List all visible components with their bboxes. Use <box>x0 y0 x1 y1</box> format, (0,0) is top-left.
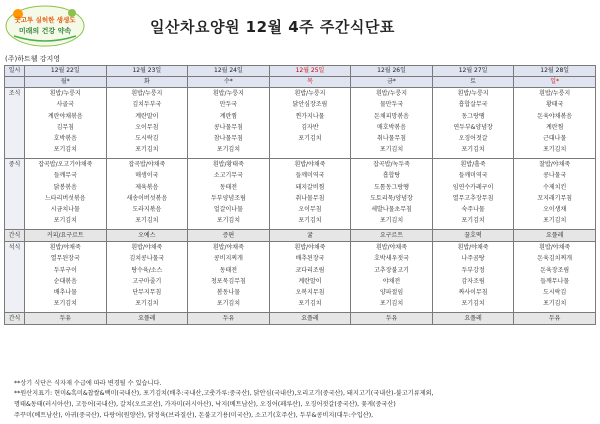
lunch-day-cell <box>106 159 188 230</box>
snack-item: 요플레 <box>514 230 596 242</box>
menu-item: 잡곡밥/녹두죽 <box>373 161 410 168</box>
menu-item: 만두국 <box>219 101 238 109</box>
menu-item: 포기김치 <box>298 217 322 225</box>
kitchen-logo <box>4 2 86 48</box>
origin-line-2: 명태&동태(러시아산), 고등어(국내산), 갈치(오르코산), 가자미(러시아산), 낙지(베트남산), 오징어(페루산), 오징어젓갈(중국산), 꽃게(중국산) <box>14 401 396 408</box>
menu-item: 오징어젓갈 <box>458 135 488 143</box>
logo-line1: 굿고투 실허한 생생도 <box>14 16 76 24</box>
menu-item: 계란찜 <box>545 123 564 131</box>
menu-item: 근대나물 <box>543 135 567 143</box>
menu-item: 포기김치 <box>543 217 567 225</box>
breakfast-day-cell <box>269 88 351 159</box>
menu-item: 돈채피망볶음 <box>374 112 409 120</box>
menu-item: 고추장불고기 <box>374 266 409 274</box>
menu-item: 배추나물 <box>53 289 77 297</box>
menu-item: 코다리조림 <box>295 266 325 274</box>
weekday-row <box>5 77 596 88</box>
menu-item: 포기김치 <box>298 135 322 143</box>
snack-item: 요플레 <box>269 313 351 325</box>
dinner-row <box>5 242 596 313</box>
menu-item: 김치콩나물국 <box>129 255 165 263</box>
breakfast-day-cell <box>106 88 188 159</box>
breakfast-row <box>5 88 596 159</box>
snack-item: 요구르트 <box>351 230 433 242</box>
date-header-row <box>5 66 596 77</box>
dinner-day-cell <box>351 242 433 313</box>
menu-item: 세발나물초무침 <box>371 206 412 214</box>
date-cell: 12월 24일 <box>188 66 270 77</box>
menu-item: 흰밥/야채죽 <box>49 244 81 251</box>
snack-item: 증편 <box>188 230 270 242</box>
menu-item <box>270 144 351 155</box>
snack-item: 꿀호떡 <box>432 230 514 242</box>
weekday-cell: 목 <box>269 77 351 88</box>
menu-item: 닭봉볶음 <box>53 183 77 191</box>
menu-item: 흰밥/누룽지 <box>49 90 81 97</box>
lunch-day-cell <box>351 159 433 230</box>
menu-item: 포기김치 <box>379 217 404 225</box>
origin-line-1: **원산지표기: 현미&흑미&찹쌀&백미(국내산), 포기김치(배추:국내산,고춧가루:중국산), 닭안심(국내산),오리고기(중국산), 돼지고기(국내산)-불고기류제외, <box>14 390 434 397</box>
menu-item: 두부강정 <box>461 266 485 274</box>
menu-item: 오복지무침 <box>295 289 325 297</box>
menu-item: 수제치킨 <box>543 183 567 191</box>
menu-item: 계란찜 <box>219 112 238 120</box>
menu-item: 돈육김치찌개 <box>537 255 573 263</box>
weekday-cell: 토 <box>432 77 514 88</box>
company-label: (주)하트웰 강지영 <box>5 55 61 63</box>
menu-item: 포기김치 <box>461 146 485 154</box>
menu-item: 흰밥/야채죽 <box>539 244 571 251</box>
menu-item: 새송이버섯볶음 <box>126 194 168 202</box>
snack-item: 두유 <box>188 313 270 325</box>
lunch-row <box>5 159 596 230</box>
menu-item: 흰밥/흘죽 <box>460 161 486 168</box>
menu-item: 느타리버섯볶음 <box>44 194 86 202</box>
menu-item: 열무된장국 <box>50 255 80 263</box>
menu-item: 물만두국 <box>379 101 404 109</box>
menu-item: 김치두부국 <box>132 101 162 109</box>
menu-item: 포기김치 <box>543 300 567 308</box>
lunch-day-cell <box>25 159 107 230</box>
menu-item: 호박새우젓국 <box>374 255 409 263</box>
menu-item: 취나물무침 <box>295 194 325 202</box>
snack-item: 귤 <box>269 230 351 242</box>
menu-item: 흡합살무국 <box>458 101 488 109</box>
menu-item: 흡합탕 <box>382 172 401 180</box>
menu-item: 흰밥/누룽지 <box>539 90 571 97</box>
menu-item: 들깨무국 <box>53 172 77 180</box>
origin-line-3: 주꾸미(베트남산), 아귀(중국산), 다랑어(원양산), 닭정육(브라질산), 돈불고기용(미국산), 소고기(호주산), 두부&콩비지(대두:수입산), <box>14 412 374 419</box>
breakfast-day-cell <box>188 88 270 159</box>
date-cell: 12월 22일 <box>25 66 107 77</box>
dinner-label: 석식 <box>5 242 25 313</box>
menu-item: 흰밥/야채죽 <box>376 244 408 251</box>
breakfast-day-cell <box>514 88 596 159</box>
date-cell: 12월 25일 <box>269 66 351 77</box>
lunch-day-cell <box>432 159 514 230</box>
dinner-day-cell <box>25 242 107 313</box>
breakfast-day-cell <box>25 88 107 159</box>
lunch-day-cell <box>269 159 351 230</box>
weekday-corner <box>5 77 25 88</box>
menu-item: 닭안심장조림 <box>292 101 328 109</box>
snack2-label: 간식 <box>5 313 25 325</box>
menu-item: 잡곡밥/야채죽 <box>128 161 166 168</box>
menu-item: 흰밥/야채죽 <box>212 244 244 251</box>
dinner-day-cell <box>106 242 188 313</box>
menu-item: 연두부&양념장 <box>453 123 493 131</box>
notice-change: **상기 식단은 식자재 수급에 따라 변경될 수 있습니다. <box>14 380 162 387</box>
snack1-label: 간식 <box>5 230 25 242</box>
menu-item: 포기김치 <box>53 300 77 308</box>
menu-item: 콩비지찌개 <box>213 255 243 263</box>
weekday-cell: 금* <box>351 77 433 88</box>
menu-item: 배추된장국 <box>295 255 325 263</box>
menu-item: 도톰동그랑땡 <box>374 183 409 191</box>
menu-item: 호박볶음 <box>53 135 77 143</box>
menu-item: 나주곰탕 <box>461 255 485 263</box>
menu-item: 콩나물국 <box>543 172 567 180</box>
menu-item: 포기김치 <box>461 300 485 308</box>
menu-item: 찰밥/야채죽 <box>539 161 571 168</box>
menu-item: 포기김치 <box>135 217 159 225</box>
menu-item: 돈육야채볶음 <box>537 112 573 120</box>
menu-item: 도라지볶음 <box>132 206 162 214</box>
menu-item: 포기김치 <box>379 146 404 154</box>
menu-item: 포기김치 <box>216 217 240 225</box>
menu-item: 흰밥/누룽지 <box>212 90 244 97</box>
menu-item: 흰밥/야채죽 <box>294 244 326 251</box>
dinner-day-cell <box>188 242 270 313</box>
menu-item: 도시락김 <box>135 135 159 143</box>
menu-item: 취나물무침 <box>377 135 407 143</box>
snack-item: 오예스 <box>106 230 188 242</box>
menu-item: 양파절임 <box>379 289 404 297</box>
menu-item: 임연수카레구이 <box>452 183 494 191</box>
menu-item: 두부양념조림 <box>211 194 246 202</box>
menu-item: 김자반 <box>301 123 319 131</box>
menu-item: 오이생채 <box>543 206 567 214</box>
menu-item: 포기김치 <box>461 217 485 225</box>
date-cell: 12월 28일 <box>514 66 596 77</box>
menu-item: 포기김치 <box>135 146 159 154</box>
snack-item: 두유 <box>514 313 596 325</box>
menu-item: 흰밥/야채죽 <box>457 244 489 251</box>
menu-item: 포기김치 <box>135 300 159 308</box>
menu-item: 포기김치 <box>216 300 240 308</box>
menu-item: 들깨무나물 <box>540 277 570 285</box>
menu-item: 포기김치 <box>543 146 567 154</box>
menu-item: 청포묵김무침 <box>211 277 246 285</box>
menu-item: 감자조림 <box>461 277 485 285</box>
breakfast-day-cell <box>432 88 514 159</box>
menu-item: 콩나물무침 <box>213 123 243 131</box>
menu-item: 오이무침 <box>298 206 322 214</box>
menu-item: 들깨미역국 <box>458 172 488 180</box>
menu-item: 동태전 <box>219 266 238 274</box>
menu-item: 계란야채볶음 <box>47 112 83 120</box>
menu-item: 포기김치 <box>379 300 404 308</box>
dinner-day-cell <box>269 242 351 313</box>
menu-item: 흰밥/누룽지 <box>376 90 408 97</box>
menu-item: 잡곡밥/오고기야채죽 <box>38 161 93 168</box>
menu-item: 포기김치 <box>298 300 322 308</box>
menu-item: 봄동나물 <box>216 289 240 297</box>
menu-item: 탕수육/소스 <box>131 266 163 274</box>
menu-item: 황태국 <box>545 101 564 109</box>
breakfast-day-cell <box>351 88 433 159</box>
menu-item: 소고기무국 <box>213 172 243 180</box>
weekday-cell: 일* <box>514 77 596 88</box>
date-cell: 12월 26일 <box>351 66 433 77</box>
menu-item: 시금치나물 <box>50 206 80 214</box>
menu-item: 김무침 <box>56 123 74 131</box>
snack-item: 두유 <box>351 313 433 325</box>
menu-item: 돼지갈비찜 <box>295 183 325 191</box>
menu-item: 순대볶음 <box>53 277 77 285</box>
menu-item: 열무고추장무침 <box>452 194 494 202</box>
menu-item: 계란말이 <box>135 112 159 120</box>
lunch-day-cell <box>188 159 270 230</box>
menu-item: 제육볶음 <box>135 183 159 191</box>
menu-item: 동그랑땡 <box>461 112 485 120</box>
menu-item: 야채전 <box>382 277 401 285</box>
corner-label: 일시 <box>5 66 25 77</box>
weekday-cell: 화 <box>106 77 188 88</box>
logo-line2: 미래의 건강 약속 <box>18 27 72 35</box>
weekday-cell: 월* <box>25 77 107 88</box>
weekly-menu-table <box>4 65 596 325</box>
menu-item: 흰밥/황태죽 <box>212 161 244 168</box>
menu-item: 사골국 <box>56 101 74 109</box>
menu-item: 찐가지나물 <box>295 112 325 120</box>
menu-item: 매호박볶음 <box>377 123 407 131</box>
menu-item: 오이무침 <box>135 123 159 131</box>
menu-item: 꼬지래기무침 <box>537 194 573 202</box>
menu-item: 흰밥/야채죽 <box>294 161 326 168</box>
menu-item: 참나물무침 <box>213 135 243 143</box>
dinner-day-cell <box>514 242 596 313</box>
menu-item: 숙주나물 <box>461 206 485 214</box>
menu-item: 계란말이 <box>298 277 322 285</box>
dinner-day-cell <box>432 242 514 313</box>
menu-item: 흰밥/야채죽 <box>131 244 163 251</box>
menu-item: 포기김치 <box>53 146 77 154</box>
menu-item: 흰밥/누룽지 <box>294 90 326 97</box>
menu-item: 흰밥/누룽지 <box>457 90 489 97</box>
menu-item: 포기김치 <box>216 146 240 154</box>
menu-item: 흰밥/누룽지 <box>131 90 163 97</box>
breakfast-label: 조식 <box>5 88 25 159</box>
menu-item: 동태전 <box>219 183 238 191</box>
menu-item: 도토리묵/양념장 <box>370 194 413 202</box>
menu-item: 도시락김 <box>543 289 567 297</box>
lunch-day-cell <box>514 159 596 230</box>
menu-item: 돈육장조림 <box>540 266 570 274</box>
snack-item: 두유 <box>25 313 107 325</box>
lunch-label: 중식 <box>5 159 25 230</box>
menu-item: 들깨미역국 <box>295 172 325 180</box>
menu-item: 단무지무침 <box>132 289 162 297</box>
page-title: 일산차요양원 12월 4주 주간식단표 <box>150 18 395 36</box>
date-cell: 12월 27일 <box>432 66 514 77</box>
date-cell: 12월 23일 <box>106 66 188 77</box>
menu-item: 매생이국 <box>135 172 159 180</box>
snack-item: 요플레 <box>106 313 188 325</box>
snack-item: 커피/요구르트 <box>25 230 107 242</box>
menu-item: 포기김치 <box>53 217 77 225</box>
snack1-row <box>5 230 596 242</box>
menu-item: 짜사이무침 <box>458 289 488 297</box>
snack2-row <box>5 313 596 325</box>
menu-item: 고구마줄기 <box>132 277 162 285</box>
snack-item: 요플레 <box>432 313 514 325</box>
menu-item: 두부구이 <box>53 266 77 274</box>
weekday-cell: 수* <box>188 77 270 88</box>
menu-item: 얼갈이나물 <box>213 206 243 214</box>
